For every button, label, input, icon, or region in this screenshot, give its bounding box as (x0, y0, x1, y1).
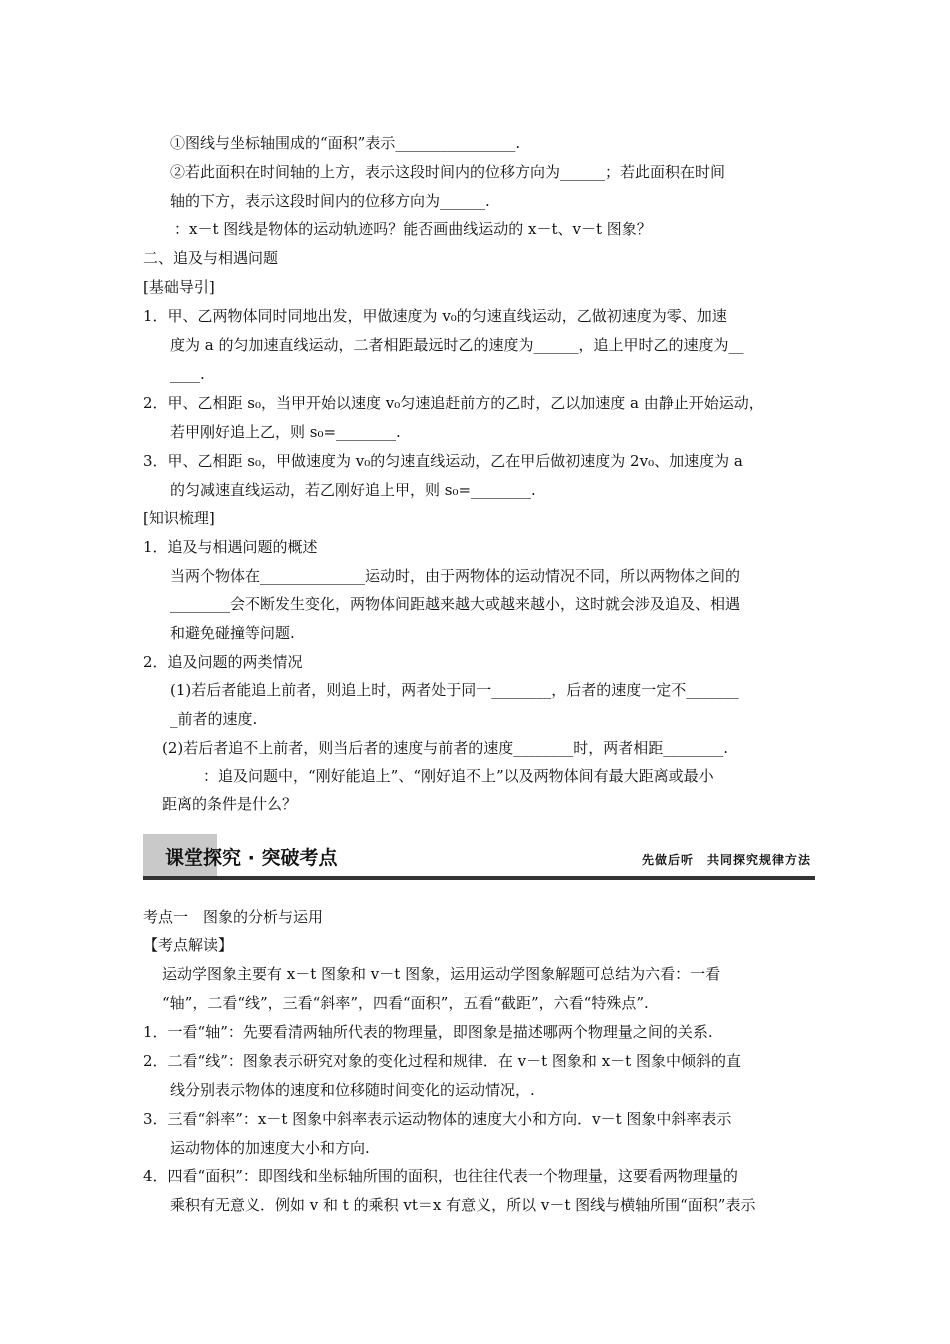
text-line: 1．一看“轴”：先要看清两轴所代表的物理量，即图象是描述哪两个物理量之间的关系. (143, 1023, 713, 1041)
section-rule (143, 876, 815, 880)
text-line: ①图线与坐标轴围成的“面积”表示________________. (170, 134, 521, 152)
text-line: 2．追及问题的两类情况 (143, 653, 303, 671)
section-title: 课堂探究 · 突破考点 (165, 847, 338, 869)
text-line: 若甲刚好追上乙，则 s₀=________. (170, 423, 401, 441)
text-line: ：追及问题中，“刚好能追上”、“刚好追不上”以及两物体间有最大距离或最小 (203, 767, 714, 785)
text-line: [基础导引] (143, 278, 215, 296)
text-line: (2)若后者追不上前者，则当后者的速度与前者的速度________时，两者相距________. (162, 739, 729, 757)
text-line: 【考点解读】 (143, 936, 234, 954)
text-line: 3．三看“斜率”：x－t 图象中斜率表示运动物体的速度大小和方向．v－t 图象中斜率表示 (143, 1110, 732, 1128)
section-subtitle: 先做后听 共同探究规律方法 (641, 853, 811, 867)
text-line: ：x－t 图线是物体的运动轨迹吗？能否画曲线运动的 x－t、v－t 图象？ (174, 220, 652, 238)
text-line: 运动学图象主要有 x－t 图象和 v－t 图象，运用运动学图象解题可总结为六看：一看 (162, 965, 721, 983)
text-line: 二、追及与相遇问题 (143, 249, 279, 267)
text-line: ________会不断发生变化，两物体间距越来越大或越来越小，这时就会涉及追及、相遇 (170, 595, 741, 613)
text-line: “轴”，二看“线”，三看“斜率”，四看“面积”，五看“截距”，六看“特殊点”. (162, 994, 649, 1012)
text-line: ②若此面积在时间轴的上方，表示这段时间内的位移方向为______；若此面积在时间 (170, 163, 726, 181)
text-line: 4．四看“面积”：即图线和坐标轴所围的面积，也往往代表一个物理量，这要看两物理量的 (143, 1167, 738, 1185)
text-line: 2．二看“线”：图象表示研究对象的变化过程和规律．在 v－t 图象和 x－t 图象中倾斜的直 (143, 1052, 741, 1070)
text-line: 3．甲、乙相距 s₀，甲做速度为 v₀的匀速直线运动，乙在甲后做初速度为 2v₀、加速度为 a (143, 452, 743, 470)
text-line: 1．甲、乙两物体同时同地出发，甲做速度为 v₀的匀速直线运动，乙做初速度为零、加速 (143, 307, 727, 325)
text-line: 和避免碰撞等问题. (170, 624, 295, 642)
text-line: 距离的条件是什么？ (162, 795, 298, 813)
text-line: 2．甲、乙相距 s₀，当甲开始以速度 v₀匀速追赶前方的乙时，乙以加速度 a 由静止开始运动， (143, 394, 764, 412)
text-line: 运动物体的加速度大小和方向. (170, 1139, 370, 1157)
text-line: (1)若后者能追上前者，则追上时，两者处于同一________，后者的速度一定不_______ (170, 681, 739, 699)
text-line: _前者的速度. (170, 710, 258, 728)
section-band (143, 834, 815, 882)
text-line: 乘积有无意义．例如 v 和 t 的乘积 vt＝x 有意义，所以 v－t 图线与横轴所围“面积”表示 (170, 1196, 756, 1214)
text-line: 线分别表示物体的速度和位移随时间变化的运动情况，. (170, 1081, 535, 1099)
text-line: [知识梳理] (143, 509, 215, 527)
text-line: 1．追及与相遇问题的概述 (143, 538, 318, 556)
text-line: 轴的下方，表示这段时间内的位移方向为______. (170, 192, 490, 210)
text-line: 当两个物体在______________运动时，由于两物体的运动情况不同，所以两物体之间的 (170, 567, 741, 585)
text-line: 考点一 图象的分析与运用 (143, 908, 324, 926)
text-line: ____. (170, 365, 205, 383)
text-line: 的匀减速直线运动，若乙刚好追上甲，则 s₀=________. (170, 481, 536, 499)
text-line: 度为 a 的匀加速直线运动，二者相距最远时乙的速度为______，追上甲时乙的速度为__ (170, 336, 744, 354)
